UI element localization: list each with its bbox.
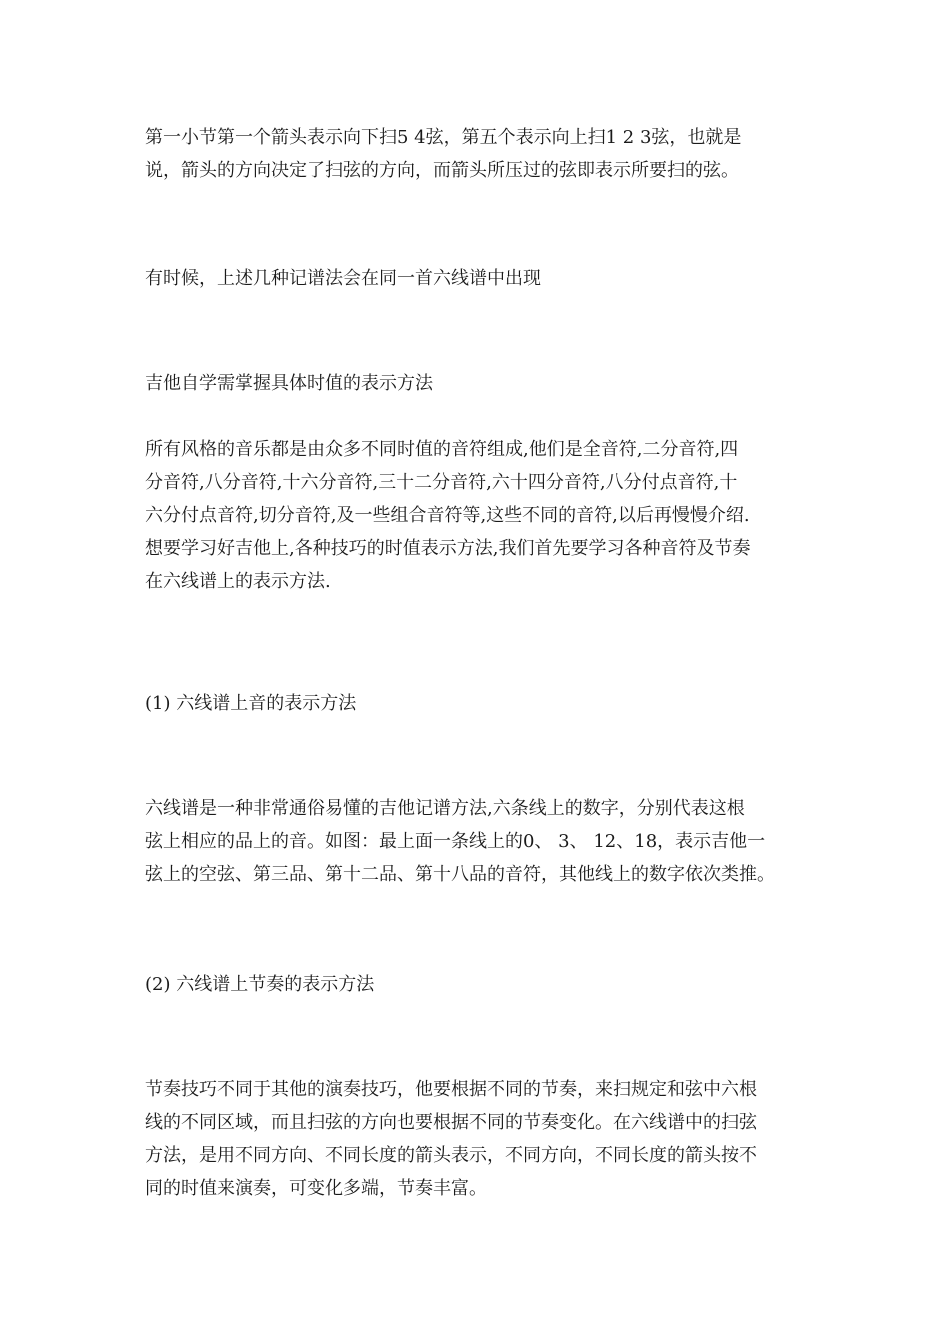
text-line: 线的不同区域，而且扫弦的方向也要根据不同的节奏变化。在六线谱中的扫弦 [145, 1112, 757, 1133]
paragraph-combined-notation [145, 262, 810, 295]
text-line: 所有风格的音乐都是由众多不同时值的音符组成,他们是全音符,二分音符,四 [145, 439, 739, 460]
text-line: 弦上相应的品上的音。如图：最上面一条线上的0、 3、 12、18，表示吉他一 [145, 831, 766, 852]
text-line: (2) 六线谱上节奏的表示方法 [145, 974, 375, 995]
text-line: 分音符,八分音符,十六分音符,三十二分音符,六十四分音符,八分付点音符,十 [145, 472, 738, 493]
section-heading-rhythm-notation [145, 968, 810, 1001]
text-line: 有时候，上述几种记谱法会在同一首六线谱中出现 [145, 268, 541, 289]
text-line: 吉他自学需掌握具体时值的表示方法 [145, 373, 433, 394]
text-line: 第一小节第一个箭头表示向下扫5 4弦，第五个表示向上扫1 2 3弦，也就是 [145, 127, 742, 148]
text-line: 六线谱是一种非常通俗易懂的吉他记谱方法,六条线上的数字，分别代表这根 [145, 798, 745, 819]
text-line: (1) 六线谱上音的表示方法 [145, 693, 357, 714]
section-heading-pitch-notation [145, 687, 810, 720]
text-line: 同的时值来演奏，可变化多端，节奏丰富。 [145, 1178, 487, 1199]
text-line: 节奏技巧不同于其他的演奏技巧，他要根据不同的节奏，来扫规定和弦中六根 [145, 1079, 757, 1100]
text-line: 在六线谱上的表示方法. [145, 571, 331, 592]
paragraph-note-types [145, 433, 810, 598]
text-line: 六分付点音符,切分音符,及一些组合音符等,这些不同的音符,以后再慢慢介绍. [145, 505, 750, 526]
paragraph-tab-explanation [145, 792, 810, 891]
text-line: 弦上的空弦、第三品、第十二品、第十八品的音符，其他线上的数字依次类推。 [145, 864, 775, 885]
section-heading-note-values [145, 367, 810, 400]
text-line: 想要学习好吉他上,各种技巧的时值表示方法,我们首先要学习各种音符及节奏 [145, 538, 751, 559]
text-line: 说，箭头的方向决定了扫弦的方向，而箭头所压过的弦即表示所要扫的弦。 [145, 160, 739, 181]
text-line: 方法，是用不同方向、不同长度的箭头表示，不同方向，不同长度的箭头按不 [145, 1145, 757, 1166]
paragraph-strumming-arrows [145, 121, 810, 187]
paragraph-rhythm-technique [145, 1073, 810, 1205]
